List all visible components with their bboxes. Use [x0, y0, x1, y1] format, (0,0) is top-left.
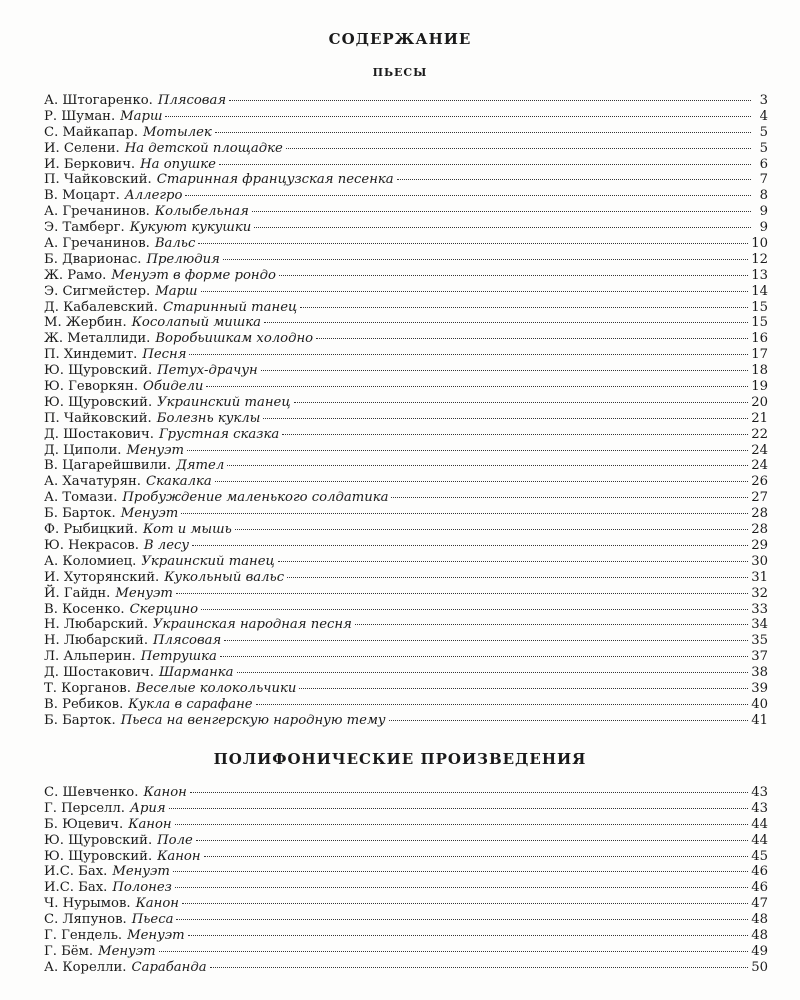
entry-work-title: Украинский танец [157, 394, 291, 410]
dot-leader [185, 194, 751, 196]
entry-page-number: 19 [751, 379, 768, 395]
entry-work-title: Менуэт [127, 928, 185, 944]
toc-entry [44, 284, 768, 300]
entry-work-title: Прелюдия [146, 251, 220, 267]
toc-entry [44, 665, 768, 681]
entry-work-title: Косолапый мишка [131, 315, 261, 331]
entry-work-title: Полонез [112, 880, 172, 896]
toc-entry [44, 300, 768, 316]
dot-leader [294, 401, 749, 403]
entry-work-title: Канон [135, 896, 179, 912]
entry-page-number: 9 [759, 204, 768, 220]
dot-leader [176, 918, 748, 920]
entry-page-number: 24 [751, 458, 768, 474]
toc-entry [44, 109, 768, 125]
entry-work-title: Менуэт [120, 506, 179, 522]
dot-leader [229, 99, 751, 101]
entry-work-title: Петрушка [140, 649, 217, 665]
dot-leader [264, 321, 748, 323]
entry-page-number: 14 [751, 283, 768, 299]
toc-entry [44, 554, 768, 570]
dot-leader [286, 147, 751, 149]
entry-page-number: 10 [751, 236, 768, 252]
dot-leader [210, 966, 749, 968]
toc-entry [44, 411, 768, 427]
entry-page-number: 37 [751, 649, 768, 665]
entry-page-number: 4 [759, 108, 768, 124]
entry-author: М. Жербин. [44, 315, 127, 331]
toc-entry [44, 268, 768, 284]
toc-entry [44, 379, 768, 395]
entry-work-title: Менуэт [115, 585, 173, 601]
entry-page-number: 32 [751, 585, 768, 601]
entry-author: Р. Шуман. [44, 108, 116, 124]
entry-work-title: В лесу [143, 537, 190, 553]
dot-leader [169, 807, 749, 809]
entry-author: А. Коломиец. [44, 553, 137, 569]
entry-work-title: Менуэт [112, 864, 170, 880]
entry-work-title: Шарманка [158, 665, 234, 681]
dot-leader [196, 839, 748, 841]
entry-page-number: 21 [751, 410, 768, 426]
entry-work-title: На опушке [140, 156, 216, 172]
entry-author: Ж. Рамо. [44, 267, 107, 283]
entry-work-title: Украинская народная песня [153, 617, 352, 633]
entry-author: Б. Барток. [44, 712, 116, 728]
entry-page-number: 7 [759, 172, 768, 188]
toc-entry [44, 315, 768, 331]
entry-page-number: 15 [751, 299, 768, 315]
entry-page-number: 20 [751, 394, 768, 410]
entry-author: Н. Любарский. [44, 617, 149, 633]
dot-leader [159, 950, 749, 952]
toc-entry [44, 522, 768, 538]
toc-entry [44, 864, 768, 880]
entry-page-number: 15 [751, 315, 768, 331]
entry-page-number: 26 [751, 474, 768, 490]
entry-author: Ю. Щуровский. [44, 363, 153, 379]
toc-entry [44, 713, 768, 729]
toc-entry [44, 928, 768, 944]
entry-page-number: 9 [759, 220, 768, 236]
entry-page-number: 18 [751, 363, 768, 379]
entry-work-title: Мотылек [143, 124, 212, 140]
dot-leader [282, 433, 748, 435]
toc-entry [44, 586, 768, 602]
toc-entry [44, 880, 768, 896]
dot-leader [227, 464, 748, 466]
entry-work-title: Старинный танец [162, 299, 298, 315]
entry-work-title: Скакалка [146, 474, 212, 490]
entry-page-number: 35 [751, 633, 768, 649]
dot-leader [252, 210, 751, 212]
entry-author: В. Косенко. [44, 601, 125, 617]
entry-work-title: Кукольный вальс [164, 569, 285, 585]
entry-page-number: 8 [759, 188, 768, 204]
dot-leader [224, 639, 748, 641]
toc-entry [44, 204, 768, 220]
dot-leader [299, 687, 748, 689]
entry-author: Г. Гендель. [44, 928, 123, 944]
entry-page-number: 12 [751, 251, 768, 267]
entry-author: И. Селени. [44, 140, 120, 156]
entry-author: Д. Шостакович. [44, 665, 154, 681]
toc-entry [44, 617, 768, 633]
entry-author: И.С. Бах. [44, 864, 108, 880]
toc-entry [44, 157, 768, 173]
toc-entry [44, 443, 768, 459]
entry-author: Д. Кабалевский. [44, 299, 158, 315]
entry-author: Б. Барток. [44, 506, 116, 522]
dot-leader [235, 528, 748, 530]
entry-author: П. Чайковский. [44, 172, 152, 188]
entry-work-title: Воробьишкам холодно [155, 331, 314, 347]
entry-author: Г. Бём. [44, 943, 94, 959]
dot-leader [397, 178, 751, 180]
entry-page-number: 24 [751, 442, 768, 458]
entry-page-number: 39 [751, 680, 768, 696]
entry-work-title: Кукла в сарафане [128, 696, 253, 712]
entry-page-number: 13 [751, 267, 768, 283]
entry-page-number: 40 [751, 696, 768, 712]
page-title: СОДЕРЖАНИЕ [328, 30, 472, 48]
entry-author: Б. Юцевич. [44, 816, 124, 832]
section-heading-polyphonic: ПОЛИФОНИЧЕСКИЕ ПРОИЗВЕДЕНИЯ [213, 750, 587, 768]
entry-work-title: Поле [157, 832, 193, 848]
dot-leader [263, 417, 748, 419]
entry-page-number: 46 [751, 864, 768, 880]
entry-author: И. Хуторянский. [44, 569, 160, 585]
entry-page-number: 44 [751, 832, 768, 848]
toc-entry [44, 427, 768, 443]
dot-leader [165, 115, 751, 117]
entry-author: Э. Тамберг. [44, 220, 125, 236]
entry-author: В. Ребиков. [44, 696, 124, 712]
dot-leader [300, 306, 748, 308]
toc-entry [44, 220, 768, 236]
dot-leader [181, 512, 748, 514]
toc-entry [44, 912, 768, 928]
toc-entry [44, 896, 768, 912]
entry-author: Л. Альперин. [44, 649, 136, 665]
polyphonic-list [44, 785, 768, 976]
entry-work-title: Менуэт [126, 442, 185, 458]
entry-page-number: 5 [759, 140, 768, 156]
entry-author: Ю. Геворкян. [44, 379, 139, 395]
entry-page-number: 27 [751, 490, 768, 506]
entry-page-number: 30 [751, 553, 768, 569]
entry-page-number: 50 [751, 959, 768, 975]
pieces-list [44, 93, 768, 729]
toc-entry [44, 649, 768, 665]
toc-entry [44, 347, 768, 363]
entry-work-title: Менуэт в форме рондо [111, 267, 276, 283]
toc-entry [44, 944, 768, 960]
dot-leader [215, 480, 749, 482]
dot-leader [278, 560, 748, 562]
entry-page-number: 6 [759, 156, 768, 172]
entry-work-title: Песня [142, 347, 187, 363]
entry-work-title: Старинная французская песенка [156, 172, 394, 188]
dot-leader [206, 385, 748, 387]
entry-work-title: Сарабанда [131, 959, 207, 975]
entry-author: Б. Дварионас. [44, 251, 142, 267]
entry-page-number: 17 [751, 347, 768, 363]
toc-entry [44, 188, 768, 204]
dot-leader [175, 886, 748, 888]
toc-entry [44, 125, 768, 141]
dot-leader [279, 274, 748, 276]
entry-page-number: 3 [759, 93, 768, 108]
entry-author: Н. Любарский. [44, 633, 149, 649]
dot-leader [220, 655, 748, 657]
entry-page-number: 28 [751, 506, 768, 522]
dot-leader [219, 163, 751, 165]
entry-page-number: 5 [759, 124, 768, 140]
entry-author: С. Ляпунов. [44, 912, 127, 928]
dot-leader [223, 258, 748, 260]
entry-work-title: Вальс [154, 236, 196, 252]
entry-author: А. Хачатурян. [44, 474, 142, 490]
entry-page-number: 33 [751, 601, 768, 617]
dot-leader [176, 592, 748, 594]
entry-work-title: Плясовая [153, 633, 222, 649]
dot-leader [187, 449, 748, 451]
entry-work-title: Канон [157, 848, 201, 864]
toc-entry [44, 490, 768, 506]
entry-author: С. Майкапар. [44, 124, 139, 140]
dot-leader [204, 855, 749, 857]
toc-entry [44, 236, 768, 252]
entry-work-title: Марш [120, 108, 163, 124]
entry-work-title: Канон [128, 816, 172, 832]
entry-author: Ч. Нурымов. [44, 896, 131, 912]
dot-leader [391, 496, 748, 498]
toc-entry [44, 538, 768, 554]
entry-page-number: 16 [751, 331, 768, 347]
entry-author: Ю. Некрасов. [44, 537, 139, 553]
entry-work-title: Кукуют кукушки [129, 220, 252, 236]
entry-author: Ю. Щуровский. [44, 848, 153, 864]
entry-work-title: Марш [155, 283, 198, 299]
entry-page-number: 31 [751, 569, 768, 585]
entry-author: Ю. Щуровский. [44, 832, 153, 848]
toc-entry [44, 817, 768, 833]
toc-entry [44, 252, 768, 268]
entry-page-number: 34 [751, 617, 768, 633]
toc-entry [44, 458, 768, 474]
entry-work-title: Обидели [143, 379, 204, 395]
entry-work-title: Канон [143, 785, 187, 800]
entry-author: Д. Циполи. [44, 442, 122, 458]
entry-page-number: 41 [751, 712, 768, 728]
entry-author: Ф. Рыбицкий. [44, 522, 138, 538]
entry-author: С. Шевченко. [44, 785, 139, 800]
toc-entry [44, 474, 768, 490]
entry-page-number: 46 [751, 880, 768, 896]
toc-entry [44, 849, 768, 865]
entry-author: И.С. Бах. [44, 880, 108, 896]
toc-entry [44, 801, 768, 817]
dot-leader [237, 671, 749, 673]
entry-page-number: 45 [751, 848, 768, 864]
entry-author: Й. Гайдн. [44, 585, 111, 601]
dot-leader [316, 337, 748, 339]
entry-work-title: Пьеса [131, 912, 174, 928]
dot-leader [182, 902, 748, 904]
entry-work-title: Скерцино [129, 601, 199, 617]
entry-author: Г. Перселл. [44, 800, 125, 816]
entry-work-title: Колыбельная [154, 204, 249, 220]
dot-leader [261, 369, 749, 371]
entry-page-number: 29 [751, 537, 768, 553]
entry-work-title: Кот и мышь [142, 522, 232, 538]
entry-author: В. Моцарт. [44, 188, 120, 204]
dot-leader [355, 623, 748, 625]
dot-leader [201, 290, 749, 292]
dot-leader [175, 823, 749, 825]
entry-author: И. Беркович. [44, 156, 136, 172]
entry-work-title: Менуэт [98, 943, 156, 959]
entry-page-number: 43 [751, 785, 768, 800]
toc-entry [44, 960, 768, 976]
dot-leader [254, 226, 751, 228]
entry-author: А. Томази. [44, 490, 118, 506]
entry-work-title: Плясовая [157, 93, 227, 108]
toc-entry [44, 833, 768, 849]
entry-work-title: Веселые колокольчики [135, 680, 297, 696]
dot-leader [173, 870, 748, 872]
entry-author: А. Штогаренко. [44, 93, 153, 108]
entry-author: А. Гречанинов. [44, 204, 150, 220]
dot-leader [287, 576, 748, 578]
entry-page-number: 49 [751, 943, 768, 959]
toc-entry [44, 570, 768, 586]
toc-entry [44, 681, 768, 697]
toc-entry [44, 172, 768, 188]
toc-entry [44, 697, 768, 713]
dot-leader [192, 544, 748, 546]
entry-work-title: Украинский танец [141, 553, 275, 569]
dot-leader [189, 353, 748, 355]
dot-leader [201, 608, 748, 610]
entry-work-title: Аллегро [124, 188, 183, 204]
entry-page-number: 47 [751, 896, 768, 912]
toc-entry [44, 395, 768, 411]
toc-entry [44, 602, 768, 618]
entry-page-number: 44 [751, 816, 768, 832]
entry-work-title: На детской площадке [124, 140, 283, 156]
entry-page-number: 28 [751, 522, 768, 538]
entry-author: Э. Сигмейстер. [44, 283, 151, 299]
entry-page-number: 48 [751, 928, 768, 944]
entry-author: П. Хиндемит. [44, 347, 138, 363]
entry-page-number: 22 [751, 426, 768, 442]
dot-leader [188, 934, 749, 936]
toc-entry [44, 506, 768, 522]
entry-work-title: Дятел [176, 458, 225, 474]
entry-author: А. Гречанинов. [44, 236, 150, 252]
entry-author: Т. Корганов. [44, 680, 131, 696]
entry-page-number: 38 [751, 665, 768, 681]
dot-leader [256, 703, 749, 705]
entry-work-title: Пробуждение маленького солдатика [122, 490, 389, 506]
entry-work-title: Ария [130, 800, 166, 816]
dot-leader [389, 719, 749, 721]
dot-leader [198, 242, 748, 244]
section-heading-pieces: ПЬЕСЫ [372, 66, 428, 79]
entry-page-number: 48 [751, 912, 768, 928]
entry-page-number: 43 [751, 800, 768, 816]
entry-author: Д. Шостакович. [44, 426, 154, 442]
entry-author: П. Чайковский. [44, 410, 152, 426]
dot-leader [215, 131, 751, 133]
toc-entry [44, 331, 768, 347]
entry-author: А. Корелли. [44, 959, 127, 975]
entry-author: Ж. Металлиди. [44, 331, 151, 347]
toc-entry [44, 141, 768, 157]
toc-entry [44, 363, 768, 379]
entry-work-title: Петух-драчун [157, 363, 258, 379]
entry-author: Ю. Щуровский. [44, 394, 153, 410]
entry-work-title: Пьеса на венгерскую народную тему [120, 712, 386, 728]
entry-work-title: Грустная сказка [158, 426, 280, 442]
toc-entry [44, 93, 768, 109]
entry-work-title: Болезнь куклы [156, 410, 261, 426]
entry-author: В. Цагарейшвили. [44, 458, 172, 474]
dot-leader [190, 791, 748, 793]
toc-entry [44, 633, 768, 649]
toc-entry [44, 785, 768, 801]
